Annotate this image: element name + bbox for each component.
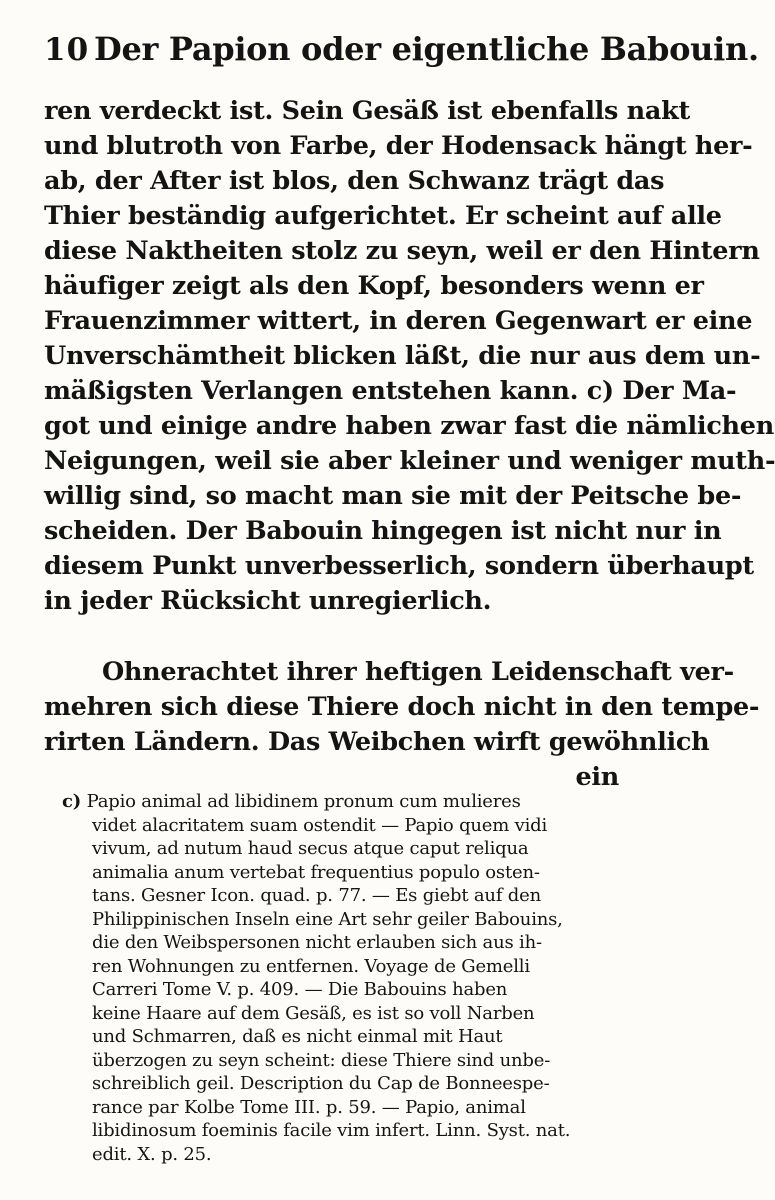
footnote-line: vivum, ad nutum haud secus atque caput reliqua xyxy=(92,838,529,859)
footnote-line: tans. Gesner Icon. quad. p. 77. — Es giebt auf den xyxy=(92,885,541,906)
main-text xyxy=(44,94,775,795)
text-line: diese Naktheiten stolz zu seyn, weil er den Hintern xyxy=(44,236,760,266)
text-line: ab, der After ist blos, den Schwanz trägt das xyxy=(44,166,665,196)
footnote-line: und Schmarren, daß es nicht einmal mit Haut xyxy=(92,1026,503,1047)
text-line: scheiden. Der Babouin hingegen ist nicht nur in xyxy=(44,516,722,546)
text-line: und blutroth von Farbe, der Hodensack hängt her- xyxy=(44,131,753,161)
text-line: Neigungen, weil sie aber kleiner und weniger muth- xyxy=(44,446,775,476)
text-line: ren verdeckt ist. Sein Gesäß ist ebenfalls nakt xyxy=(44,96,690,126)
text-line: rirten Ländern. Das Weibchen wirft gewöhnlich xyxy=(44,727,710,757)
text-line: willig sind, so macht man sie mit der Peitsche be- xyxy=(44,481,742,511)
footnote-line: videt alacritatem suam ostendit — Papio quem vidi xyxy=(92,814,548,836)
text-line: häufiger zeigt als den Kopf, besonders wenn er xyxy=(44,271,704,301)
paragraph xyxy=(44,655,760,795)
footnote-marker: c) xyxy=(62,791,82,812)
footnote-text: Papio animal ad libidinem pronum cum mulieres xyxy=(86,791,521,812)
footnote-line: ren Wohnungen zu entfernen. Voyage de Gemelli xyxy=(92,955,530,977)
text-line: Thier beständig aufgerichtet. Er scheint auf alle xyxy=(44,201,722,231)
footnote-line: rance par Kolbe Tome III. p. 59. — Papio, animal xyxy=(92,1096,526,1118)
footnote-line: libidinosum foeminis facile vim infert. Linn. Syst. nat. xyxy=(92,1120,571,1141)
text-line: got und einige andre haben zwar fast die nämlichen xyxy=(44,411,774,441)
text-line: Ohnerachtet ihrer heftigen Leidenschaft ver- xyxy=(102,657,734,687)
page-number: 10 xyxy=(44,32,90,68)
text-line: Frauenzimmer wittert, in deren Gegenwart er eine xyxy=(44,306,753,336)
footnote-line xyxy=(62,790,617,814)
footnote-line: Philippinischen Inseln eine Art sehr geiler Babouins, xyxy=(92,908,563,930)
footnote-line: die den Weibspersonen nicht erlauben sich aus ih- xyxy=(92,932,542,953)
footnote-line: schreiblich geil. Description du Cap de Bonneespe- xyxy=(92,1073,550,1094)
footnote-line: überzogen zu seyn scheint: diese Thiere sind unbe- xyxy=(92,1049,551,1071)
catchword: ein xyxy=(575,762,619,792)
text-line: in jeder Rücksicht unregierlich. xyxy=(44,586,492,616)
footnote-line: Carreri Tome V. p. 409. — Die Babouins haben xyxy=(92,979,508,1000)
text-line: Unverschämtheit blicken läßt, die nur aus dem un- xyxy=(44,341,761,371)
running-title: Der Papion oder eigentliche Babouin. xyxy=(94,30,759,68)
footnote-line: animalia anum vertebat frequentius populo osten- xyxy=(92,861,540,883)
text-line: mäßigsten Verlangen entstehen kann. c) Der Ma- xyxy=(44,376,737,406)
page-header xyxy=(44,30,759,70)
footnote-line: keine Haare auf dem Gesäß, es ist so voll Narben xyxy=(92,1002,535,1024)
text-line: diesem Punkt unverbesserlich, sondern überhaupt xyxy=(44,551,754,581)
text-line: mehren sich diese Thiere doch nicht in den tempe- xyxy=(44,692,760,722)
footnote-line: edit. X. p. 25. xyxy=(92,1143,212,1165)
footnote xyxy=(62,790,617,1166)
